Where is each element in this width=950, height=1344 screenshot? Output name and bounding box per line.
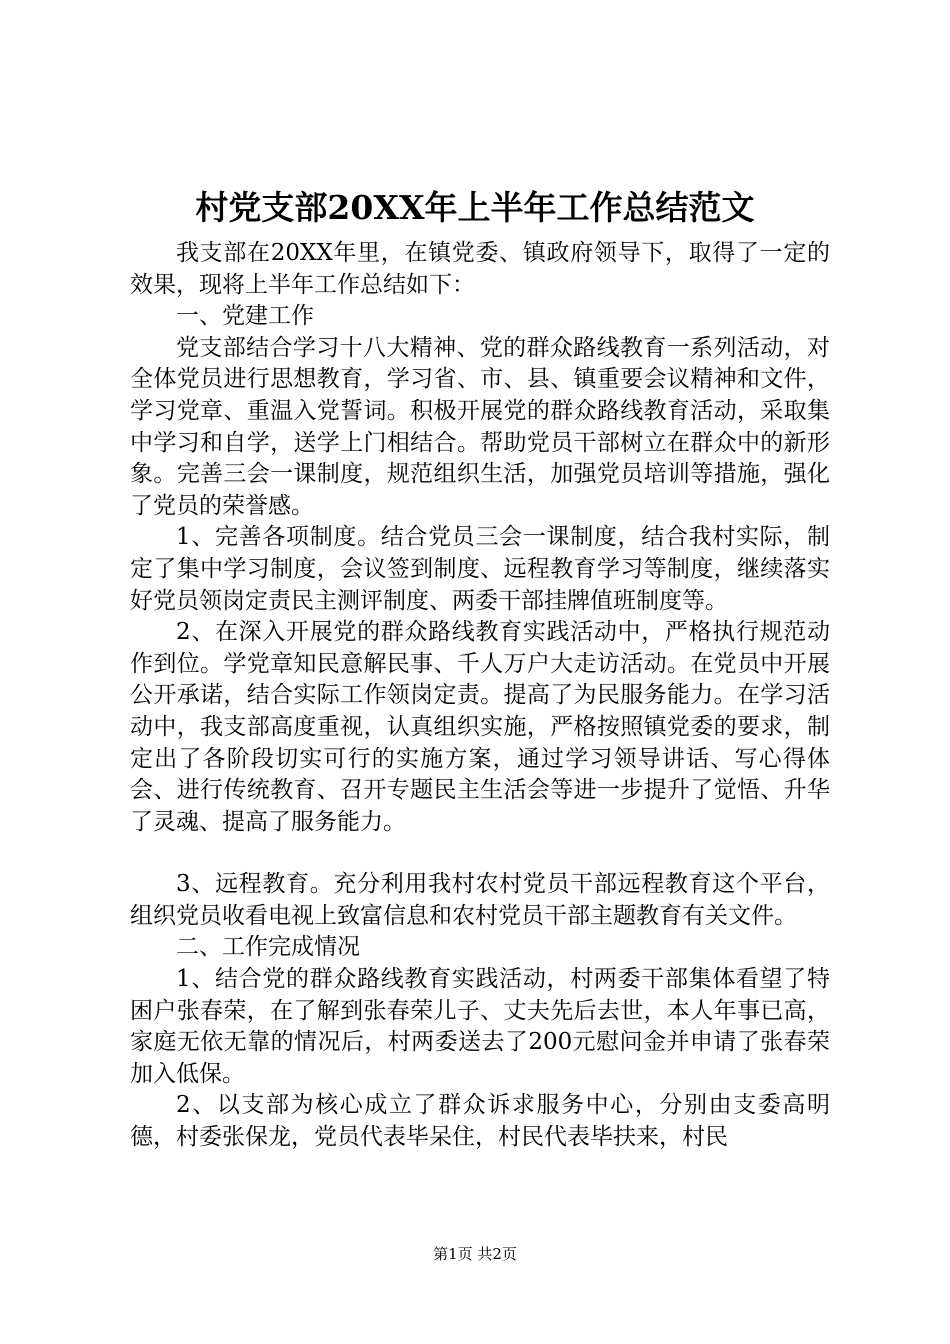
party-building-paragraph: 党支部结合学习十八大精神、党的群众路线教育一系列活动，对全体党员进行思想教育，学习省、市、县、镇重要会议精神和文件，学习党章、重温入党誓词。积极开展党的群众路线教育活动，采取集中学习和自学，送学上门相结合。帮助党员干部树立在群众中的新形象。完善三会一课制度，规范组织生活，加强党员培训等措施，强化了党员的荣誉感。 bbox=[130, 334, 830, 519]
item-3-paragraph: 3、远程教育。充分利用我村农村党员干部远程教育这个平台，组织党员收看电视上致富信息和农村党员干部主题教育有关文件。 bbox=[130, 871, 830, 929]
completion-item-2-paragraph: 2、以支部为核心成立了群众诉求服务中心，分别由支委高明德，村委张保龙，党员代表毕呆住，村民代表毕扶来，村民 bbox=[130, 1092, 830, 1151]
completion-item-1-paragraph: 1、结合党的群众路线教育实践活动，村两委干部集体看望了特困户张春荣，在了解到张春荣儿子、丈夫先后去世，本人年事已高，家庭无依无靠的情况后，村两委送去了200元慰问金并申请了张春荣加入低保。 bbox=[130, 966, 830, 1087]
document-title: 村党支部20XX年上半年工作总结范文 bbox=[195, 188, 755, 227]
section-heading-party-building: 一、党建工作 bbox=[176, 303, 314, 330]
item-1-paragraph: 1、完善各项制度。结合党员三会一课制度，结合我村实际，制定了集中学习制度，会议签到制度、远程教育学习等制度，继续落实好党员领岗定责民主测评制度、两委干部挂牌值班制度等。 bbox=[130, 524, 830, 614]
item-2-paragraph: 2、在深入开展党的群众路线教育实践活动中，严格执行规范动作到位。学党章知民意解民事、千人万户大走访活动。在党员中开展公开承诺，结合实际工作领岗定责。提高了为民服务能力。在学习活动中，我支部高度重视，认真组织实施，严格按照镇党委的要求，制定出了各阶段切实可行的实施方案，通过学习领导讲话、写心得体会、进行传统教育、召开专题民主生活会等进一步提升了觉悟、升华了灵魂、提高了服务能力。 bbox=[130, 619, 830, 835]
section-heading-work-completion: 二、工作完成情况 bbox=[176, 934, 360, 961]
intro-paragraph: 我支部在20XX年里，在镇党委、镇政府领导下，取得了一定的效果，现将上半年工作总结如下： bbox=[130, 240, 830, 298]
document-body bbox=[130, 238, 830, 1154]
page-footer: 第1页 共2页 bbox=[433, 1245, 517, 1263]
